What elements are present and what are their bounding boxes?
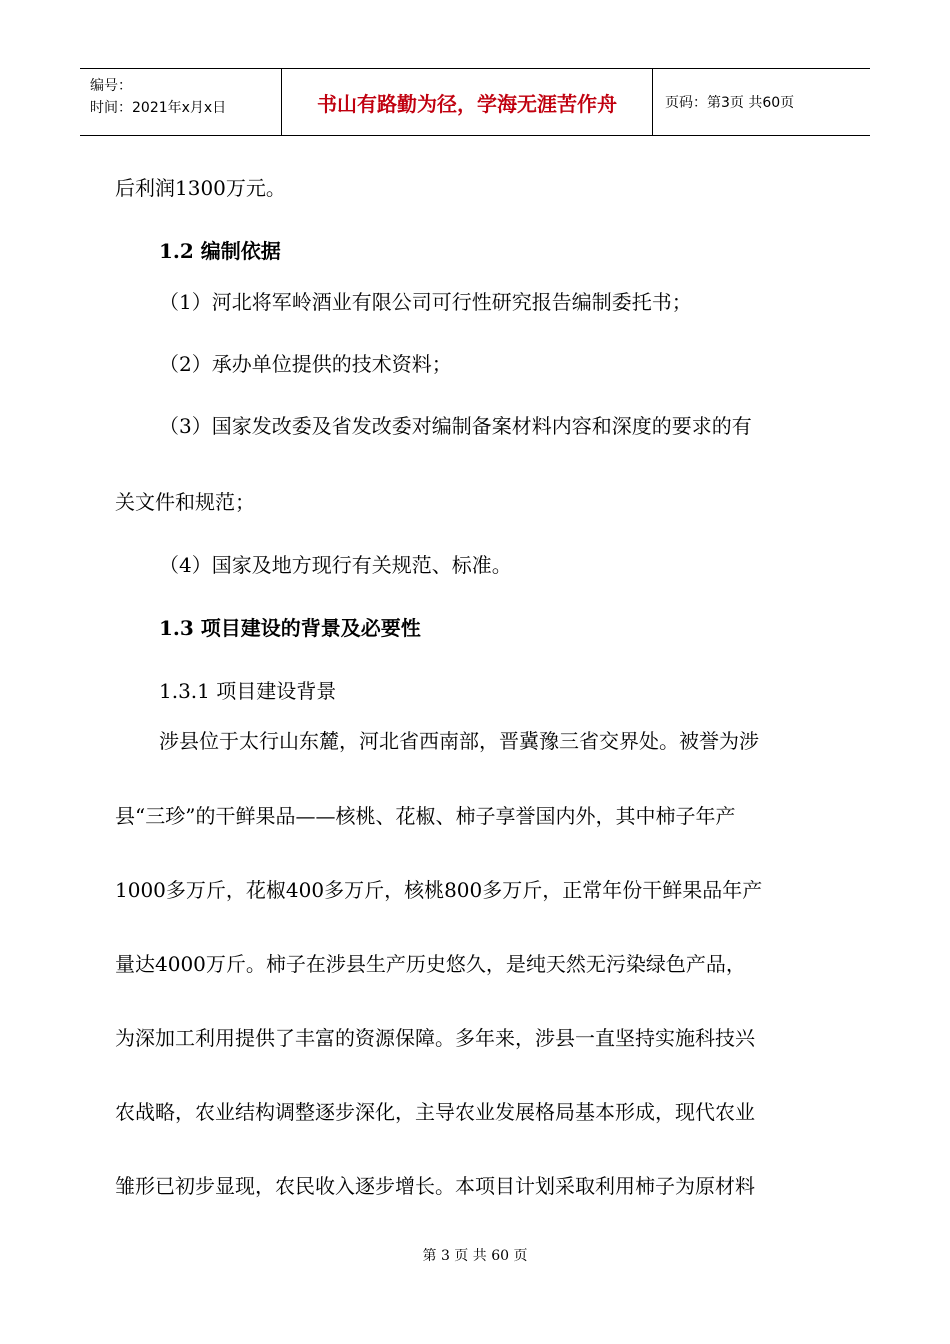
header-meta (80, 69, 281, 135)
list-item: （1）河北将军岭酒业有限公司可行性研究报告编制委托书； (159, 290, 692, 314)
header-motto: 书山有路勤为径，学海无涯苦作舟 (281, 69, 653, 135)
subsection-heading-1-3-1: 1.3.1 项目建设背景 (159, 679, 337, 703)
section-heading-1-2: 1.2 编制依据 (159, 239, 281, 263)
time-label: 时间：2021年x月x日 (90, 100, 227, 116)
paragraph-line: 农战略，农业结构调整逐步深化，主导农业发展格局基本形成，现代农业 (115, 1100, 755, 1124)
header-page-info: 页码：第3页 共60页 (665, 95, 795, 111)
paragraph-line: 雏形已初步显现，农民收入逐步增长。本项目计划采取利用柿子为原材料 (115, 1174, 755, 1198)
paragraph-line: 县“三珍”的干鲜果品——核桃、花椒、柿子享誉国内外，其中柿子年产 (115, 804, 736, 828)
page-header (80, 68, 870, 136)
list-item: （2）承办单位提供的技术资料； (159, 352, 452, 376)
list-item: （3）国家发改委及省发改委对编制备案材料内容和深度的要求的有 (159, 414, 752, 438)
page-footer: 第 3 页 共 60 页 (422, 1248, 528, 1264)
number-label: 编号： (90, 78, 132, 94)
text-line: 关文件和规范； (115, 490, 255, 514)
paragraph-line: 为深加工利用提供了丰富的资源保障。多年来，涉县一直坚持实施科技兴 (115, 1026, 755, 1050)
section-heading-1-3: 1.3 项目建设的背景及必要性 (159, 616, 421, 640)
paragraph-line: 涉县位于太行山东麓，河北省西南部，晋冀豫三省交界处。被誉为涉 (159, 729, 759, 753)
paragraph-line: 量达4000万斤。柿子在涉县生产历史悠久，是纯天然无污染绿色产品， (115, 952, 746, 976)
list-item: （4）国家及地方现行有关规范、标准。 (159, 553, 512, 577)
paragraph-line: 1000多万斤，花椒400多万斤，核桃800多万斤，正常年份干鲜果品年产 (115, 878, 763, 902)
text-line: 后利润1300万元。 (115, 176, 286, 200)
